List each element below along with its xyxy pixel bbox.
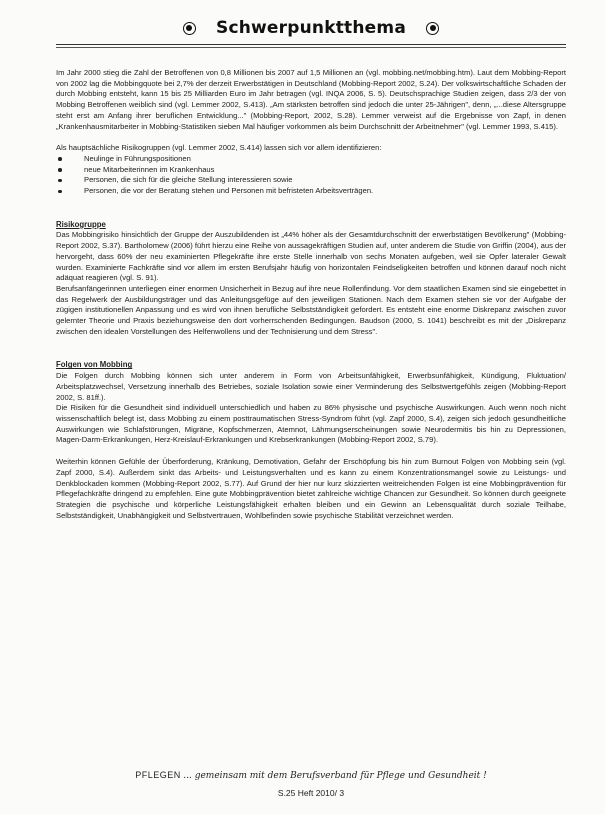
paragraph-trainees: Das Mobbingrisiko hinsichtlich der Gruppe der Auszubildenden ist „44% höher als der Gesamtdurchschnitt der erwerbstätigen Bevölkerung" (Mobbing-Report 2002, S.37). Bartholomew (2006) führt hierzu eine Reihe von aussagekräftigen Studien auf, unter anderem die Studie von Griffin (2004), aus der hervorgeht, dass 60% der neu examinierten Pflegekräfte ihre erste Stelle innerhalb von sechs Monaten aufgeben, weil sie Opfer lateraler Gewalt wurden. Examinierte Fachkräfte sind vor allem im ersten Berufsjahr häufig von horizontalen Feindseligkeiten betroffen und können darauf noch nicht adäquat reagieren (vgl. S. 91). [56, 230, 566, 283]
paragraph-risk-intro: Als hauptsächliche Risikogruppen (vgl. Lemmer 2002, S.414) lassen sich vor allem identifizieren: [56, 143, 382, 153]
page-number: S.25 Heft 2010/ 3 [277, 788, 345, 798]
paragraph-consequences: Die Folgen durch Mobbing können sich unter anderem in Form von Arbeitsunfähigkeit, Erwerbsunfähigkeit, Kündigung, Fluktuation/ Arbeitsplatzwechsel, Versetzung innerhalb des Betriebes, soziale Isolation sowie einer Verminderung des Selbstwertgefühls zeigen (Mobbing-Report 2002, S. 81ff.). [56, 371, 566, 402]
footer-brand: PFLEGEN [135, 770, 181, 780]
header-rule [56, 44, 566, 45]
risk-group-list [56, 154, 566, 197]
heading-consequences: Folgen von Mobbing [56, 360, 133, 370]
list-item: Neulinge in Führungspositionen [56, 154, 566, 165]
bullseye-icon [183, 22, 196, 35]
heading-risk-group: Risikogruppe [56, 219, 106, 229]
page-footer [56, 770, 566, 781]
bullseye-icon [426, 22, 439, 35]
footer-slogan: ... gemeinsam mit dem Berufsverband für Pflege und Gesundheit ! [183, 771, 487, 781]
paragraph-prevention: Weiterhin können Gefühle der Überforderung, Kränkung, Demotivation, Gefahr der Erschöpfung bis hin zum Burnout Folgen von Mobbing sein (vgl. Zapf 2000, S.4). Außerdem sinkt das Arbeits- und Leistungsverhalten und es kann zu einem Konzentrationsmangel sowie zu Leistungs- und Denkblockaden kommen (Mobbing-Report 2002, S.77). Auf Grund der hier nur kurz skizzierten weitreichenden Folgen ist eine Mobbingprävention für Pflegefachkräfte dringend zu empfehlen. Eine gute Mobbingprävention bietet zahlreiche wichtige Chancen zur Gesundheit. So können durch geeignete Strategien die psychische und körperliche Leistungsfähigkeit erhalten bleiben und ein Gewinn an Lebensqualität durch soziale Teilhabe, Selbstständigkeit, Unabhängigkeit und Selbstvertrauen, Wohlbefinden sowie psychische Stabilität verzeichnet werden. [56, 457, 566, 520]
paragraph-career-starters: Berufsanfängerinnen unterliegen einer enormen Unsicherheit in Bezug auf ihre neue Rollenfindung. Vor dem staatlichen Examen sind sie eingebettet in das Regelwerk der Ausbildungsträger und das Anleitungsgefüge auf den jeweiligen Stationen. Nach dem Examen stehen sie vor der Aufgabe der zügigen institutionellen Anpassung und es wird von ihnen berufliche Selbstständigkeit gefordert. Es entsteht eine enorme Diskrepanz zwischen zuvor gelernter Theorie und Praxis beziehungsweise den dort vorherrschenden Bedingungen. Baudson (2000, S. 1041) beschreibt es mit der „Diskrepanz zwischen den idealen Vorstellungen des Helfenwollens und der Technisierung und dem Stress". [56, 283, 566, 336]
header-rule-secondary [56, 47, 566, 48]
list-item: Personen, die sich für die gleiche Stellung interessieren sowie [56, 175, 566, 186]
list-item: neue Mitarbeiterinnen im Krankenhaus [56, 165, 566, 176]
list-item: Personen, die vor der Beratung stehen und Personen mit befristeten Arbeitsverträgen. [56, 186, 566, 197]
article-body [56, 68, 566, 521]
paragraph-health-risks: Die Risiken für die Gesundheit sind individuell unterschiedlich und haben zu 86% physische und psychische Auswirkungen. Auch wenn noch nicht wissenschaftlich belegt ist, dass Mobbing zu einem posttraumatischen Stress-Syndrom führt (vgl. Zapf 2000, S.4), zeigen sich jedoch gesundheitliche Auswirkungen wie Schlafstörungen, Migräne, Kopfschmerzen, Atemnot, Lähmungserscheinungen sowie Neurodermitis bis hin zu Depressionen, Magen-Darm-Erkrankungen, Herz-Kreislauf-Erkrankungen und Krebserkrankungen (Mobbing-Report 2002, S.79). [56, 403, 566, 445]
paragraph-statistics: Im Jahr 2000 stieg die Zahl der Betroffenen von 0,8 Millionen bis 2007 auf 1,5 Millionen an (vgl. mobbing.net/mobbing.htm). Laut dem Mobbing-Report von 2002 lag die Mobbingquote bei 2,7% der derzeit Erwerbstätigen in Deutschland (Mobbing-Report 2002, S.24). Der volkswirtschaftliche Schaden der durch Mobbing entsteht, kann 15 bis 25 Milliarden Euro im Jahr betragen (vgl. INQA 2006, S. 5). Deutschsprachige Studien zeigen, dass 2/3 der von Mobbing Betroffenen weiblich sind (vgl. Lemmer 2002, S.413). „Am stärksten betroffen sind jedoch die unter 25-Jährigen", denn, „...diese Altersgruppe steht erst am Anfang ihrer beruflichen Entwicklung..." (Mobbing-Report, 2002, S.28). Lemmer verweist auf die Ergebnisse von Zapf, in denen „Krankenhausmitarbeiter in Mobbing-Statistiken sieben Mal häufiger vorkommen als beim Durchschnitt der Arbeitnehmer" (vgl. Lemmer 1993, S.415). [56, 68, 566, 131]
section-title: Schwerpunktthema [216, 18, 406, 38]
